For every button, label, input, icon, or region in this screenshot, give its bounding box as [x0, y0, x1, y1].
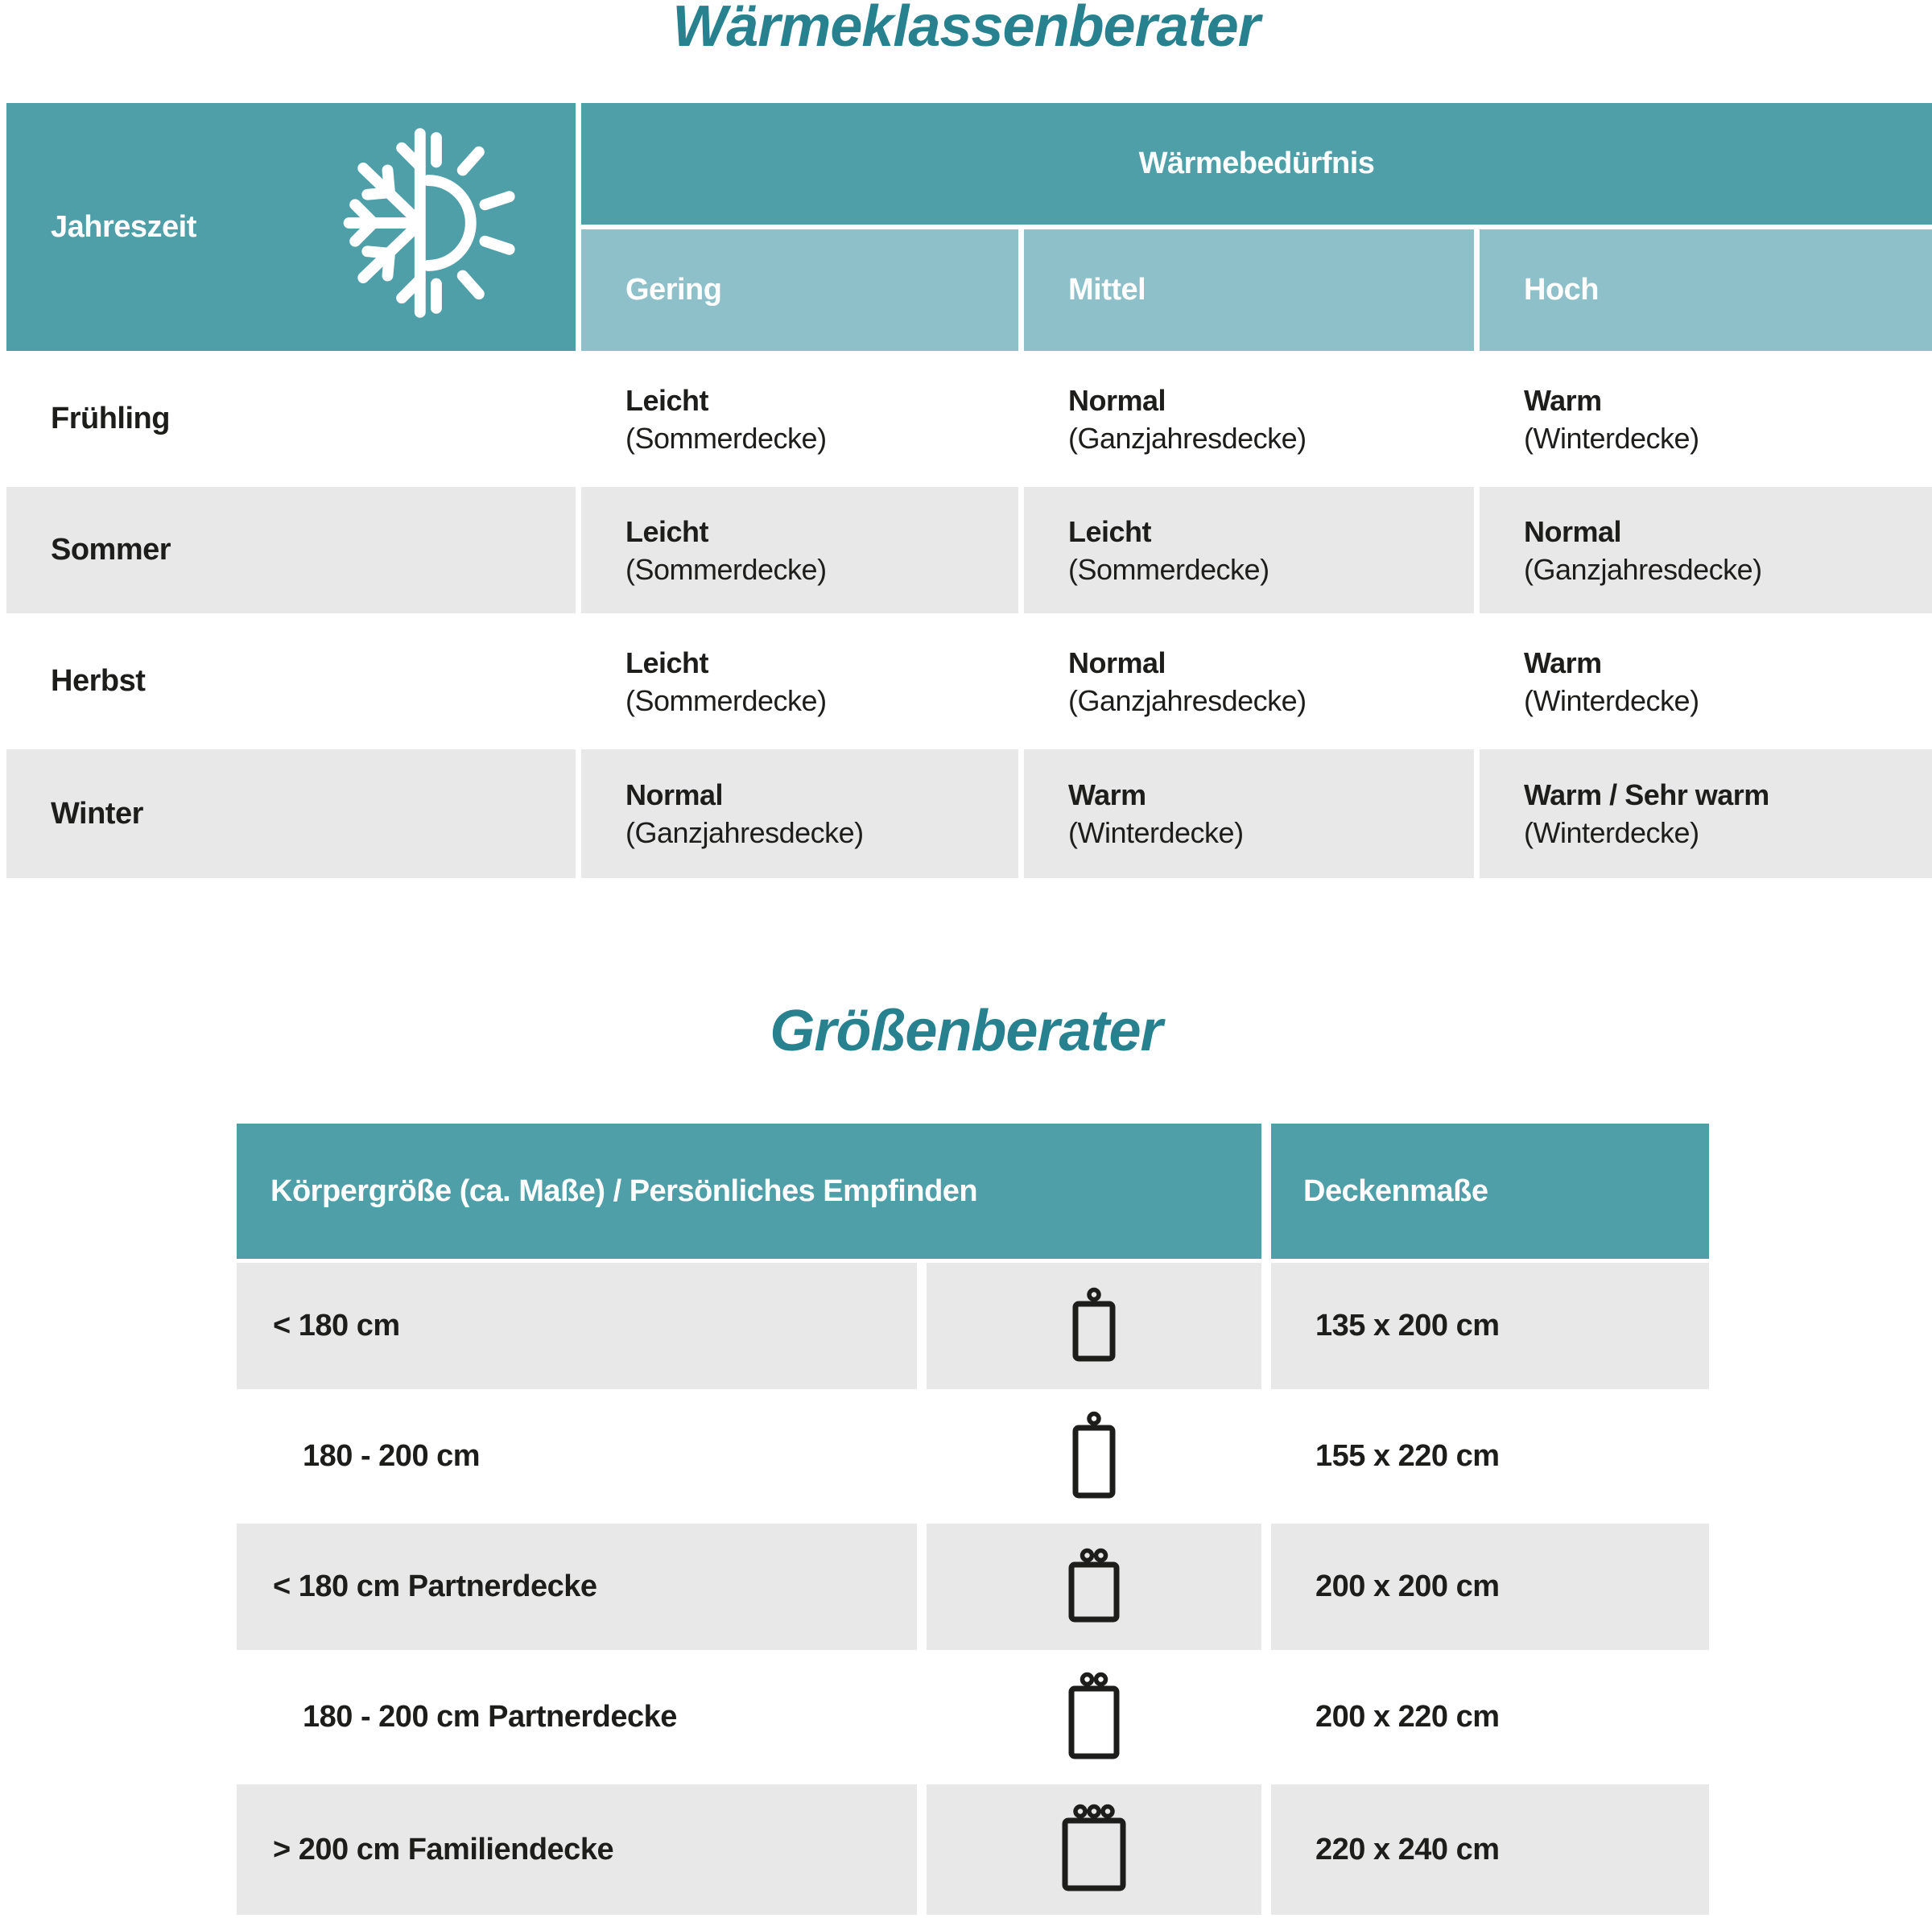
snowflake-sun-icon: [339, 122, 542, 332]
person-blanket-icon: [1071, 1411, 1117, 1503]
warmth-class-label: Warm: [1068, 778, 1146, 811]
person-blanket-icon: [1060, 1804, 1128, 1895]
warmth-class-label: Leicht: [625, 646, 709, 679]
warmth-class-label: Warm: [1524, 383, 1602, 417]
blanket-size-cell: 200 x 220 cm: [1315, 1700, 1500, 1734]
warmth-class-label: Normal: [1068, 646, 1166, 679]
warmth-value-cell: [1024, 487, 1474, 613]
blanket-type-label: (Winterdecke): [1524, 421, 1699, 455]
size-table-title: Größenberater: [770, 999, 1162, 1063]
blanket-type-label: (Sommerdecke): [1068, 552, 1269, 586]
icon-cell: [927, 1654, 1261, 1780]
body-height-cell: > 200 cm Familiendecke: [237, 1784, 917, 1915]
blanket-type-label: (Winterdecke): [1068, 816, 1244, 849]
column-header-hoch: Hoch: [1480, 229, 1932, 351]
warmth-class-label: Warm / Sehr warm: [1524, 778, 1769, 811]
warmth-value-cell: [1024, 749, 1474, 878]
warmth-class-label: Leicht: [625, 383, 709, 417]
blanket-size-cell: 220 x 240 cm: [1271, 1784, 1709, 1915]
season-cell: Winter: [6, 749, 576, 878]
size-table: [237, 1124, 1709, 1915]
blanket-type-label: (Sommerdecke): [625, 552, 827, 586]
warmth-class-label: Leicht: [1068, 514, 1152, 548]
warmth-class-label: Normal: [1524, 514, 1622, 548]
warmth-need-header-label: Wärmebedürfnis: [1138, 146, 1375, 180]
warmth-value-cell: [581, 618, 1018, 745]
warmth-class-label: Warm: [1524, 646, 1602, 679]
warmth-value-cell: [1480, 618, 1932, 745]
blanket-size-cell: 155 x 220 cm: [1315, 1439, 1500, 1473]
warmth-table: [6, 103, 1932, 878]
warmth-table-title: Wärmeklassenberater: [672, 0, 1260, 59]
season-header-label: Jahreszeit: [51, 209, 196, 244]
warmth-value-cell: [1024, 356, 1474, 482]
season-header-cell: [6, 103, 576, 351]
season-cell: Frühling: [51, 402, 170, 435]
blanket-type-label: (Ganzjahresdecke): [1068, 683, 1307, 717]
body-height-cell: < 180 cm Partnerdecke: [237, 1524, 917, 1650]
person-blanket-icon: [1067, 1672, 1121, 1763]
blanket-type-label: (Winterdecke): [1524, 816, 1699, 849]
warmth-class-label: Leicht: [625, 514, 709, 548]
blanket-size-cell: 200 x 200 cm: [1271, 1524, 1709, 1650]
blanket-size-cell: 135 x 200 cm: [1271, 1263, 1709, 1389]
warmth-need-header-cell: [581, 103, 1932, 225]
icon-cell: [927, 1524, 1261, 1650]
warmth-value-cell: [581, 749, 1018, 878]
blanket-type-label: (Ganzjahresdecke): [625, 816, 864, 849]
blanket-size-header-cell: Deckenmaße: [1271, 1124, 1709, 1259]
warmth-value-cell: [1480, 356, 1932, 482]
warmth-class-label: Normal: [625, 778, 724, 811]
person-blanket-icon: [1067, 1548, 1121, 1627]
icon-cell: [927, 1263, 1261, 1389]
column-header-gering: Gering: [581, 229, 1018, 351]
icon-cell: [927, 1784, 1261, 1915]
icon-cell: [927, 1393, 1261, 1520]
body-height-header-cell: Körpergröße (ca. Maße) / Persönliches Empfinden: [237, 1124, 1261, 1259]
body-height-cell: 180 - 200 cm: [303, 1439, 481, 1473]
warmth-value-cell: [1480, 487, 1932, 613]
column-header-mittel: Mittel: [1024, 229, 1474, 351]
blanket-type-label: (Sommerdecke): [625, 421, 827, 455]
blanket-type-label: (Ganzjahresdecke): [1524, 552, 1762, 586]
warmth-class-label: Normal: [1068, 383, 1166, 417]
warmth-value-cell: [581, 487, 1018, 613]
blanket-type-label: (Winterdecke): [1524, 683, 1699, 717]
body-height-cell: 180 - 200 cm Partnerdecke: [303, 1700, 677, 1734]
blanket-type-label: (Ganzjahresdecke): [1068, 421, 1307, 455]
warmth-value-cell: [1480, 749, 1932, 878]
body-height-cell: < 180 cm: [237, 1263, 917, 1389]
warmth-value-cell: [1024, 618, 1474, 745]
season-cell: Sommer: [6, 487, 576, 613]
person-blanket-icon: [1071, 1287, 1117, 1366]
blanket-type-label: (Sommerdecke): [625, 683, 827, 717]
season-cell: Herbst: [51, 664, 146, 698]
warmth-value-cell: [581, 356, 1018, 482]
